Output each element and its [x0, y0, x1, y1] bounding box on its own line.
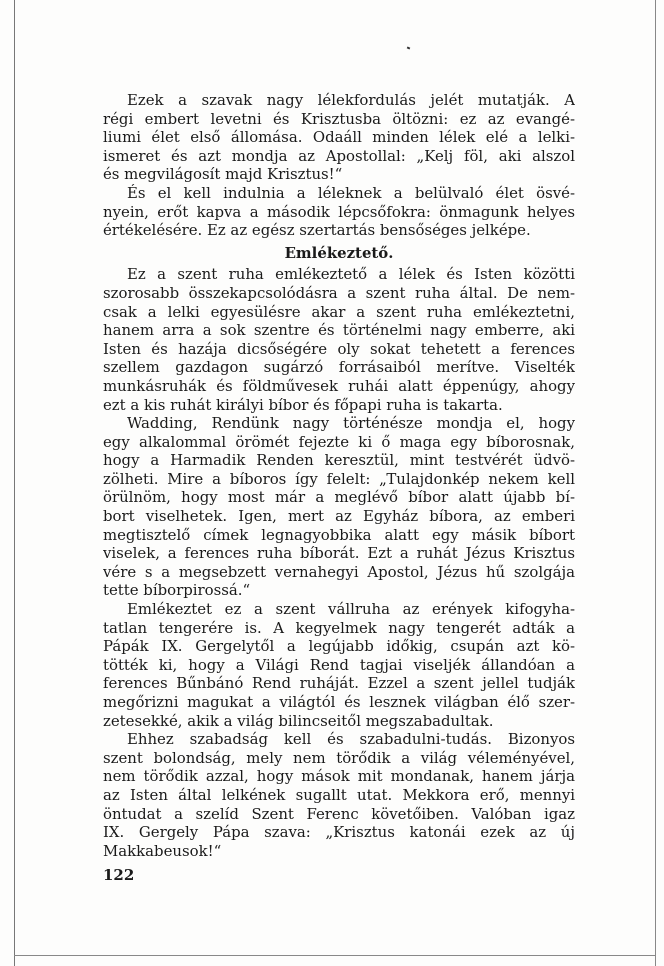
text-line: zetesekké, akik a világ bilincseitől megszabadultak. — [103, 711, 494, 730]
text-line: ezt a kis ruhát királyi bíbor és főpapi ruha is takarta. — [103, 395, 503, 414]
text-line: és megvilágosít majd Krisztus!“ — [103, 165, 343, 184]
body-text — [103, 91, 575, 860]
text-line: csak a lelki egyesülésre akar a szent ruha emlékeztetni, — [103, 302, 575, 321]
text-line: munkásruhák és földművesek ruhái alatt éppenúgy, ahogy — [103, 376, 575, 395]
text-line: szent bolondság, mely nem törődik a világ véleményével, — [103, 748, 575, 767]
text-line: Pápák IX. Gergelytől a legújabb időkig, csupán azt kö- — [103, 637, 575, 656]
paragraph — [103, 91, 575, 184]
paragraphs-bottom — [103, 265, 575, 860]
text-line: ismeret és azt mondja az Apostollal: „Kelj föl, aki alszol — [103, 146, 575, 165]
text-line: megőrizni magukat a világtól és lesznek világban élő szer- — [103, 693, 575, 711]
text-line: Makkabeusok!“ — [103, 841, 222, 860]
print-speck — [407, 46, 411, 49]
section-heading: Emlékeztető. — [284, 243, 394, 262]
page-edge-left — [14, 0, 15, 966]
text-line: tette bíborpirossá.“ — [103, 581, 251, 600]
text-line: nyein, erőt kapva a második lépcsőfokra: önmagunk helyes — [103, 202, 575, 221]
text-line: az Isten által lelkének sugallt utat. Mekkora erő, mennyi — [103, 785, 575, 804]
text-line: liumi élet első állomása. Odaáll minden lélek elé a lelki- — [103, 128, 575, 147]
text-line: Ezek a szavak nagy lélekfordulás jelét mutatják. A — [127, 91, 575, 109]
text-line: ferences Bűnbánó Rend ruháját. Ezzel a szent jellel tudják — [103, 674, 575, 693]
page-edge-bottom — [14, 955, 656, 956]
text-line: megtisztelő címek legnagyobbika alatt egy másik bíbort — [103, 525, 575, 544]
text-line: Ehhez szabadság kell és szabadulni-tudás. Bizonyos — [127, 730, 575, 749]
text-line: Wadding, Rendünk nagy történésze mondja el, hogy — [127, 414, 575, 433]
paragraphs-top — [103, 91, 575, 240]
paragraph — [103, 184, 575, 240]
text-line: szorosabb összekapcsolódásra a szent ruha által. De nem- — [103, 283, 575, 302]
text-line: tatlan tengerére is. A kegyelmek nagy tengerét adták a — [103, 618, 575, 637]
text-line: tötték ki, hogy a Világi Rend tagjai viseljék állandóan a — [103, 655, 575, 674]
text-line: vére s a megsebzett vernahegyi Apostol, Jézus hű szolgája — [103, 562, 575, 581]
paragraph — [103, 600, 575, 730]
text-line: IX. Gergely Pápa szava: „Krisztus katonái ezek az új — [103, 823, 575, 842]
text-line: zölheti. Mire a bíboros így felelt: „Tulajdonkép nekem kell — [103, 469, 575, 488]
text-line: egy alkalommal örömét fejezte ki ő maga egy bíborosnak, — [103, 432, 575, 451]
paragraph — [103, 265, 575, 414]
text-line: Emlékeztet ez a szent vállruha az erények kifogyha- — [127, 600, 575, 619]
text-line: örülnöm, hogy most már a meglévő bíbor alatt újabb bí- — [103, 488, 575, 507]
paragraph — [103, 730, 575, 860]
text-line: nem törődik azzal, hogy mások mit mondanak, hanem járja — [103, 767, 575, 786]
page-number: 122 — [103, 866, 135, 884]
text-line: Ez a szent ruha emlékeztető a lélek és Isten közötti — [127, 265, 575, 284]
text-line: Isten és hazája dicsőségére oly sokat tehetett a ferences — [103, 339, 575, 358]
page-edge-right — [655, 0, 656, 966]
text-line: öntudat a szelíd Szent Ferenc követőiben. Valóban igaz — [103, 804, 575, 823]
text-line: hogy a Harmadik Renden keresztül, mint testvérét üdvö- — [103, 451, 575, 470]
paragraph — [103, 414, 575, 600]
text-line: viselek, a ferences ruha bíborát. Ezt a ruhát Jézus Krisztus — [103, 544, 575, 563]
text-line: szellem gazdagon sugárzó forrásaiból merítve. Viselték — [103, 358, 575, 377]
text-line: hanem arra a sok szentre és történelmi nagy emberre, aki — [103, 321, 575, 340]
text-line: értékelésére. Ez az egész szertartás bensőséges jelképe. — [103, 221, 531, 240]
text-line: bort viselhetek. Igen, mert az Egyház bíbora, az emberi — [103, 507, 575, 526]
text-line: És el kell indulnia a léleknek a belülvaló élet ösvé- — [127, 183, 575, 202]
text-line: régi embert levetni és Krisztusba öltözni: ez az evangé- — [103, 109, 575, 128]
